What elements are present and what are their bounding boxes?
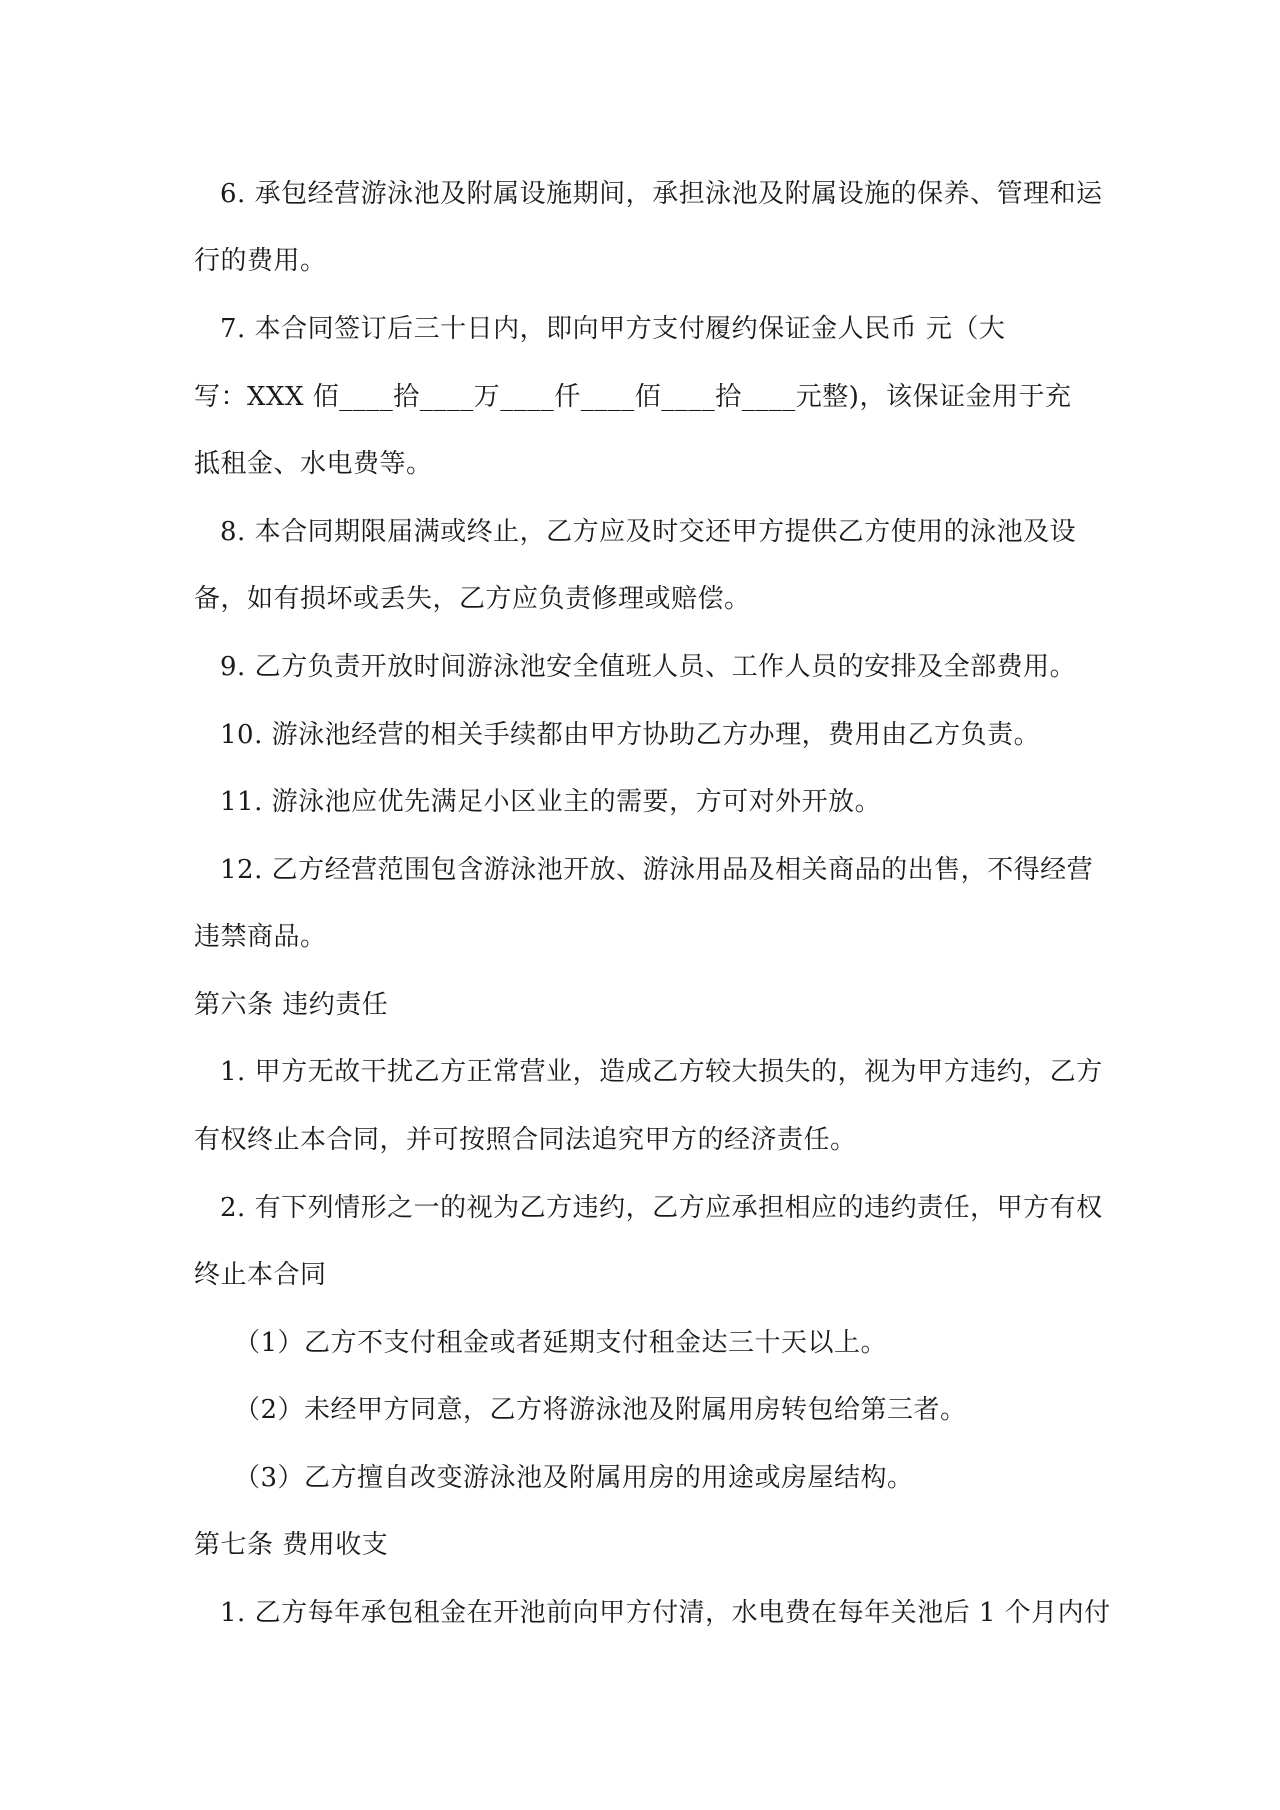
clause-12-line-2: 违禁商品。: [194, 922, 327, 952]
article-7-heading: 第七条 费用收支: [194, 1530, 389, 1560]
article-6-subitem-1: （1）乙方不支付租金或者延期支付租金达三十天以上。: [234, 1328, 888, 1358]
clause-11-line-1: 11. 游泳池应优先满足小区业主的需要，方可对外开放。: [220, 787, 882, 817]
clause-7-line-2: 写：XXX 佰____拾____万____仟____佰____拾____元整)，该保证金用于充: [194, 382, 1072, 412]
article-7-item-1-line-1: 1. 乙方每年承包租金在开池前向甲方付清，水电费在每年关池后 1 个月内付: [220, 1598, 1111, 1628]
article-6-subitem-3: （3）乙方擅自改变游泳池及附属用房的用途或房屋结构。: [234, 1463, 914, 1493]
clause-10-line-1: 10. 游泳池经营的相关手续都由甲方协助乙方办理，费用由乙方负责。: [220, 720, 1041, 750]
article-6-subitem-2: （2）未经甲方同意，乙方将游泳池及附属用房转包给第三者。: [234, 1395, 967, 1425]
article-6-item-2-line-2: 终止本合同: [194, 1260, 327, 1290]
clause-6-line-1: 6. 承包经营游泳池及附属设施期间，承担泳池及附属设施的保养、管理和运: [220, 179, 1103, 209]
article-6-heading: 第六条 违约责任: [194, 990, 389, 1020]
article-6-item-2-line-1: 2. 有下列情形之一的视为乙方违约，乙方应承担相应的违约责任，甲方有权: [220, 1193, 1103, 1223]
clause-8-line-2: 备，如有损坏或丢失，乙方应负责修理或赔偿。: [194, 584, 751, 614]
clause-12-line-1: 12. 乙方经营范围包含游泳池开放、游泳用品及相关商品的出售，不得经营: [220, 855, 1094, 885]
article-6-item-1-line-1: 1. 甲方无故干扰乙方正常营业，造成乙方较大损失的，视为甲方违约，乙方: [220, 1057, 1103, 1087]
clause-9-line-1: 9. 乙方负责开放时间游泳池安全值班人员、工作人员的安排及全部费用。: [220, 652, 1077, 682]
clause-8-line-1: 8. 本合同期限届满或终止，乙方应及时交还甲方提供乙方使用的泳池及设: [220, 517, 1077, 547]
clause-7-line-3: 抵租金、水电费等。: [194, 449, 433, 479]
clause-6-line-2: 行的费用。: [194, 246, 327, 276]
clause-7-line-1: 7. 本合同签订后三十日内，即向甲方支付履约保证金人民币 元（大: [220, 314, 1006, 344]
article-6-item-1-line-2: 有权终止本合同，并可按照合同法追究甲方的经济责任。: [194, 1125, 857, 1155]
